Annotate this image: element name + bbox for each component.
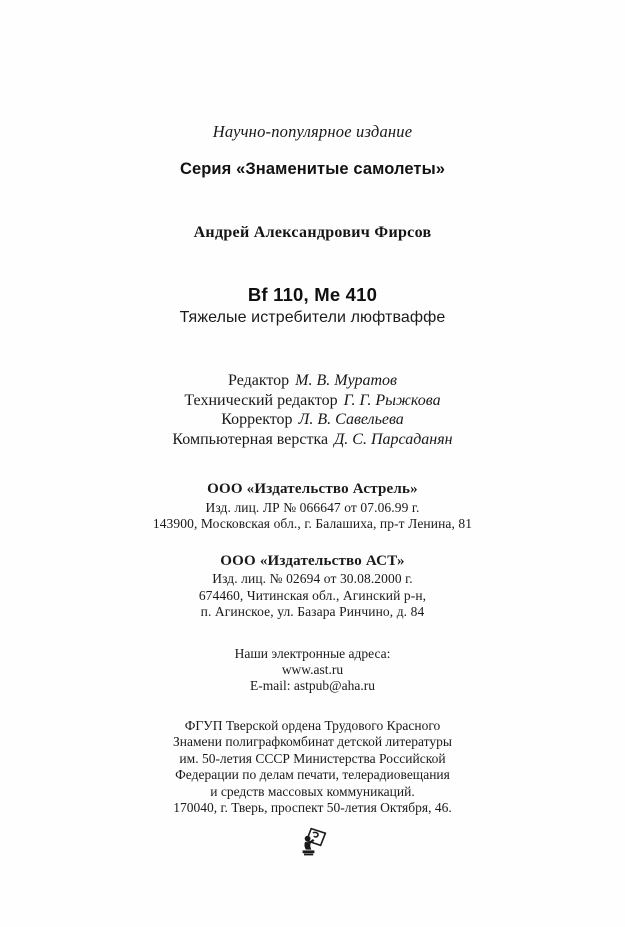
publisher-name: ООО «Издательство Астрель» [207, 481, 418, 497]
publisher-license: Изд. лиц. № 02694 от 30.08.2000 г. [212, 571, 413, 586]
publisher-block-astrel [0, 481, 625, 533]
contacts-heading: Наши электронные адреса: [234, 645, 391, 661]
credit-role: Технический редактор [184, 391, 338, 409]
printer-address: 170040, г. Тверь, проспект 50-летия Октября, 46. [173, 800, 452, 815]
credit-person: Л. В. Савельева [298, 411, 404, 428]
ast-publisher-logo-icon [298, 827, 328, 859]
credit-row [0, 391, 625, 411]
printing-house-block [0, 718, 625, 817]
credit-person: Д. С. Парсаданян [334, 430, 453, 448]
credit-role: Компьютерная верстка [172, 430, 329, 448]
publisher-address: 143900, Московская обл., г. Балашиха, пр-т Ленина, 81 [152, 516, 473, 531]
website-link[interactable]: www.ast.ru [281, 661, 344, 677]
series-header-block [0, 122, 625, 179]
book-subtitle: Тяжелые истребители люфтваффе [179, 309, 446, 326]
colophon-content [0, 122, 625, 859]
publisher-address: п. Агинское, ул. Базара Ринчино, д. 84 [200, 604, 425, 619]
series-title: Серия «Знаменитые самолеты» [179, 160, 446, 178]
contacts-block [0, 646, 625, 694]
printer-line: и средств массовых коммуникаций. [210, 783, 415, 799]
publication-kind-label: Научно-популярное издание [212, 122, 413, 141]
logo-container [0, 827, 625, 859]
printer-line: Федерации по делам печати, телерадиовещания [175, 767, 450, 782]
credit-row [0, 410, 625, 430]
printer-line: им. 50-летия СССР Министерства Российской [179, 750, 446, 766]
credits-block [0, 371, 625, 449]
book-title: Bf 110, Me 410 [247, 284, 378, 305]
publisher-license: Изд. лиц. ЛР № 066647 от 07.06.99 г. [205, 499, 420, 515]
publisher-name: ООО «Издательство АСТ» [220, 552, 405, 569]
credit-role: Корректор [221, 411, 293, 428]
credit-row [0, 371, 625, 391]
author-name: Андрей Александрович Фирсов [193, 224, 432, 241]
credit-row [0, 430, 625, 450]
publisher-address: 674460, Читинская обл., Агинский р-н, [198, 587, 427, 603]
credit-person: Г. Г. Рыжкова [343, 391, 441, 409]
printer-line: Знамени полиграфкомбинат детской литературы [173, 734, 452, 749]
credit-role: Редактор [228, 372, 290, 389]
email-link[interactable]: E-mail: astpub@aha.ru [250, 677, 375, 693]
credit-person: М. В. Муратов [295, 372, 397, 389]
publisher-block-ast [0, 553, 625, 621]
title-block [0, 284, 625, 327]
printer-line: ФГУП Тверской ордена Трудового Красного [184, 717, 441, 733]
